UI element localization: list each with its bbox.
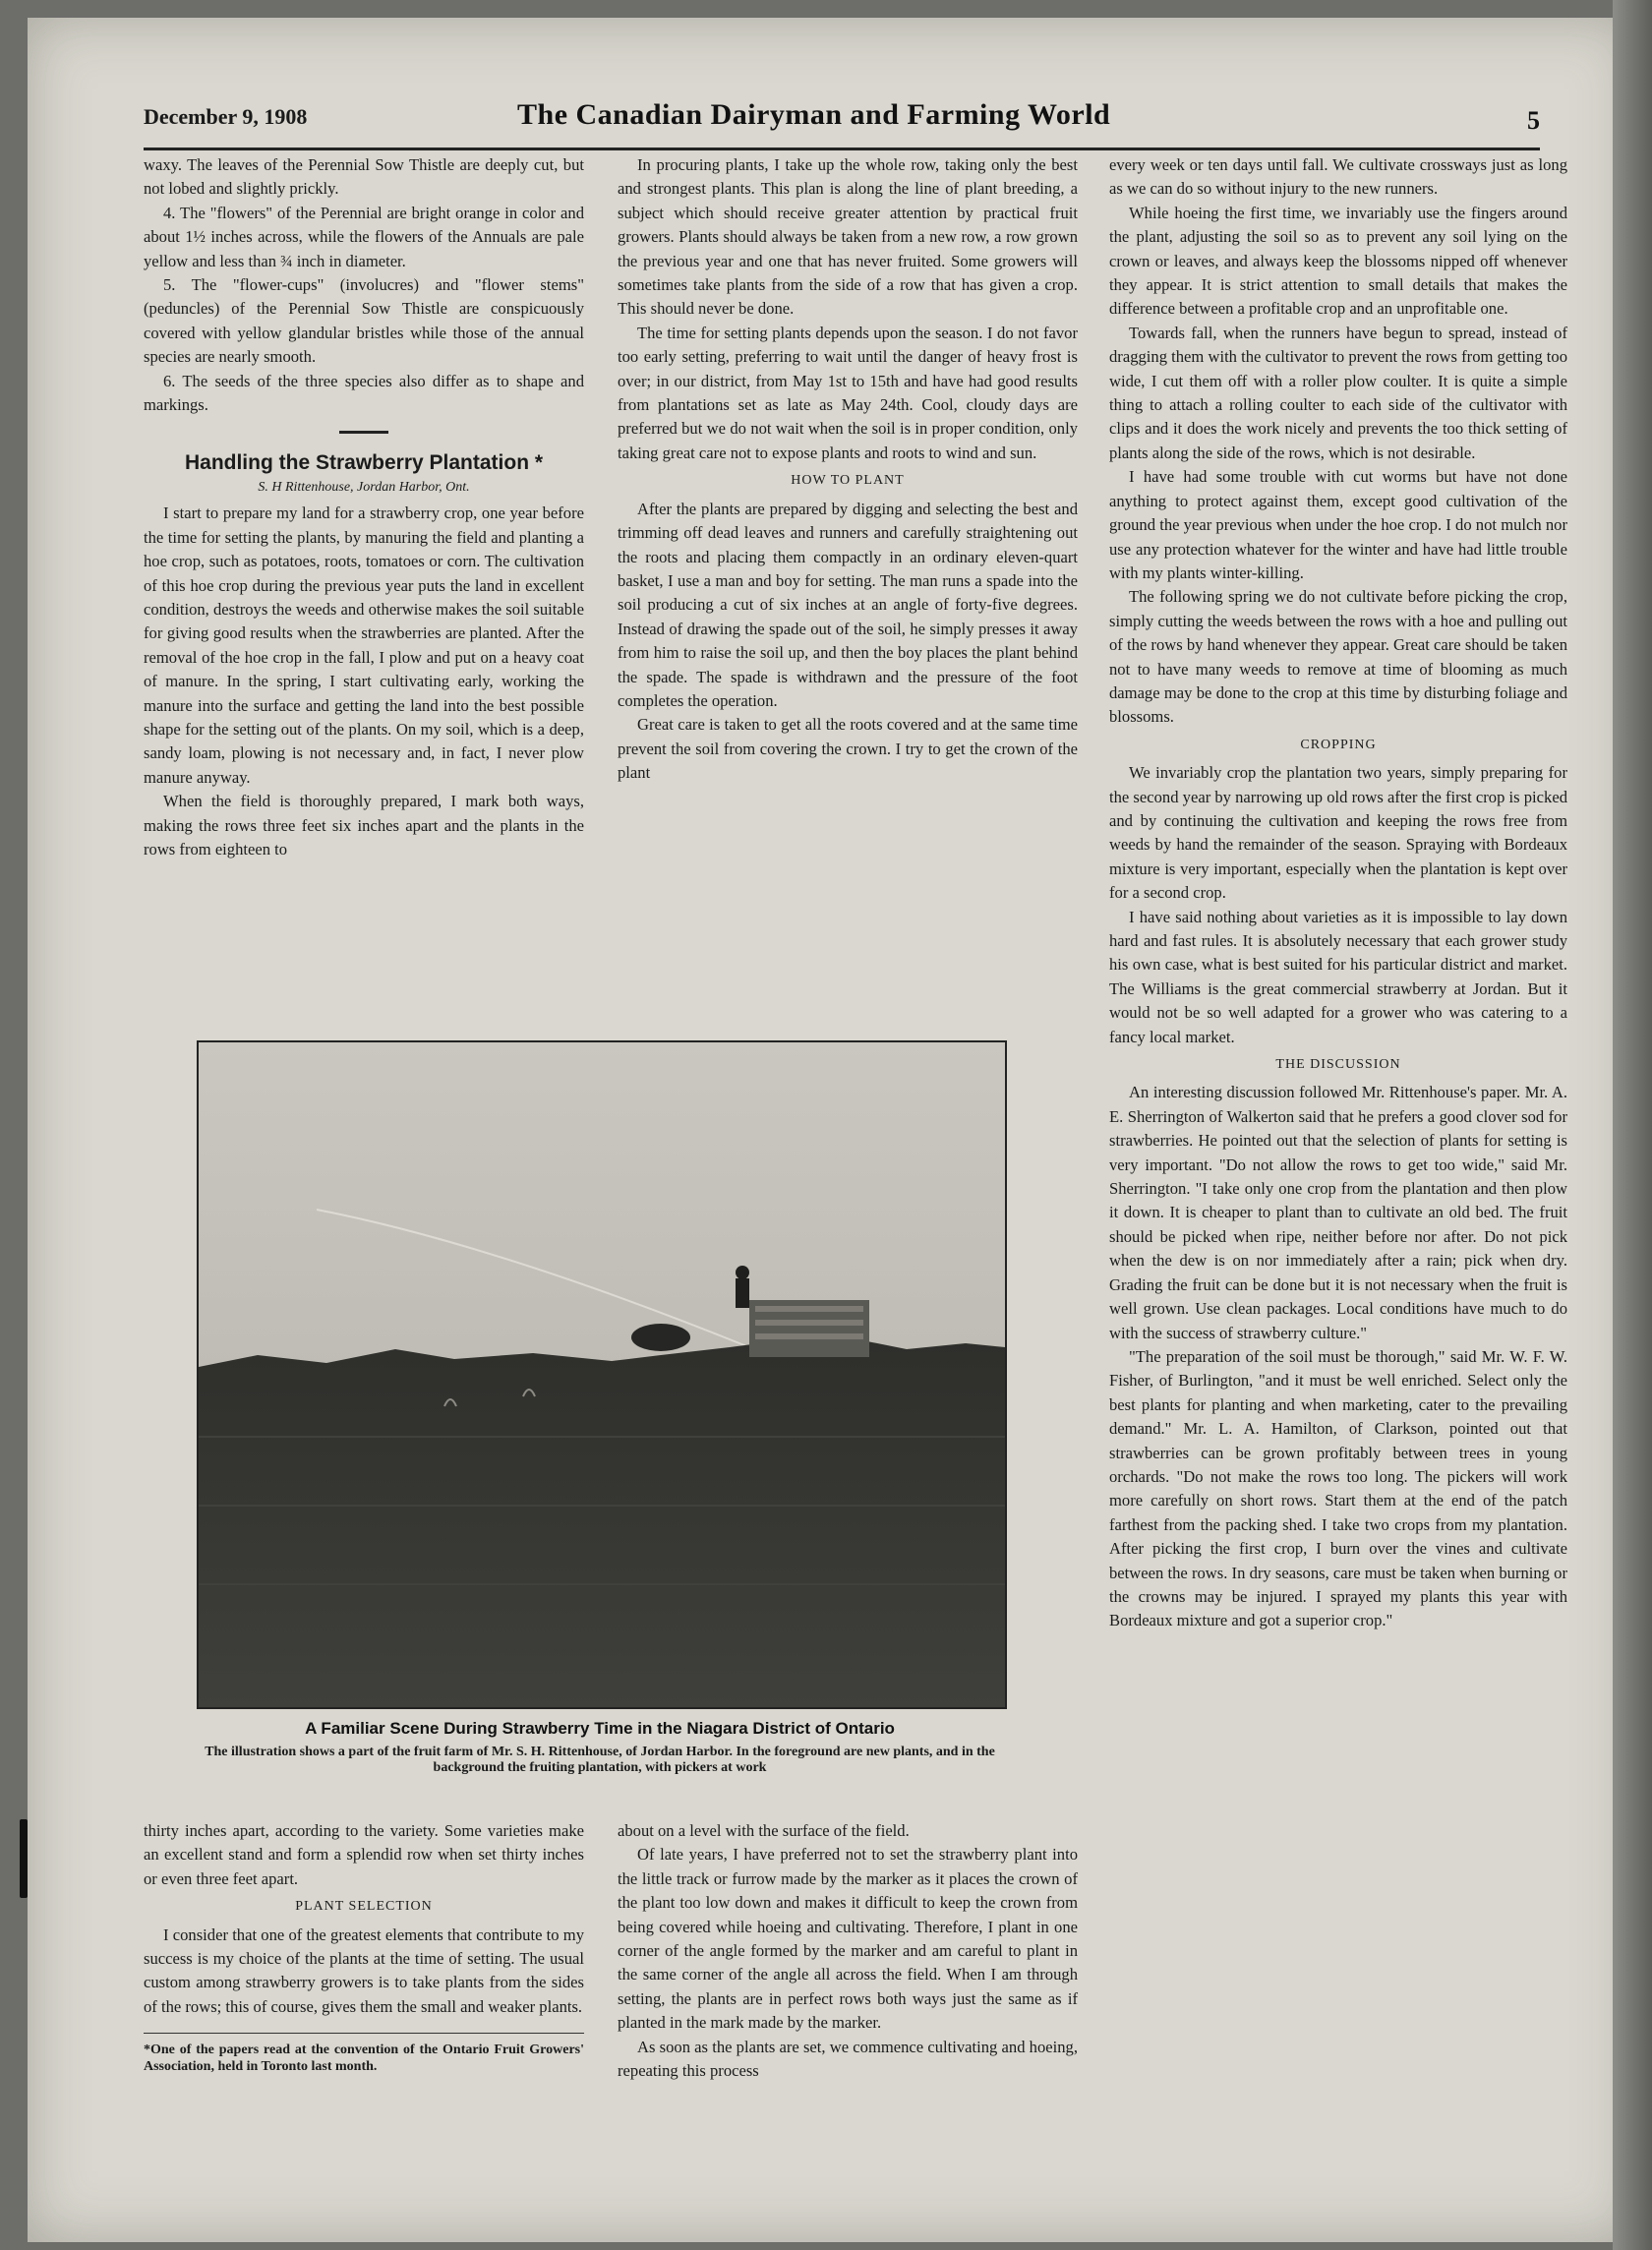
paragraph: While hoeing the first time, we invariably use the fingers around the plant, adjusting the soil so as to prevent any soil lying on the crown or leaves, and always keep the blossoms nipped off whenever they appear. It is strict attention to small details that makes the difference between a profitable crop and an unprofitable one. bbox=[1109, 203, 1567, 319]
paragraph: every week or ten days until fall. We cultivate crossways just as long as we can do so without injury to the new runners. bbox=[1109, 155, 1567, 199]
photo-caption-text: The illustration shows a part of the fruit farm of Mr. S. H. Rittenhouse, of Jordan Harbor. In the foreground are new plants, and in the background the fruiting plantation, with pickers at work bbox=[205, 1745, 995, 1775]
page-number: 5 bbox=[1527, 106, 1540, 135]
article-title: Handling the Strawberry Plantation * bbox=[184, 451, 544, 475]
paragraph: 6. The seeds of the three species also differ as to shape and markings. bbox=[144, 371, 584, 415]
article-byline: S. H Rittenhouse, Jordan Harbor, Ont. bbox=[258, 479, 470, 495]
paragraph: 5. The "flower-cups" (involucres) and "flower stems" (peduncles) of the Perennial Sow Thistle are conspicuously covered with yellow glandular bristles while those of the annual species are nearly smooth. bbox=[144, 275, 584, 367]
paragraph: I have said nothing about varieties as it is impossible to lay down hard and fast rules. It is absolutely necessary that each grower study his own case, what is best suited for his particular district and market. The Williams is the great commercial strawberry at Jordan. But it would not be so well adapted for a grower who was catering to a fancy local market. bbox=[1109, 907, 1567, 1046]
strawberry-field-photo bbox=[197, 1040, 1007, 1709]
column-1 bbox=[144, 153, 584, 861]
paragraph: waxy. The leaves of the Perennial Sow Thistle are deeply cut, but not lobed and slightly prickly. bbox=[144, 155, 584, 199]
photo-caption-title: A Familiar Scene During Strawberry Time in the Niagara District of Ontario bbox=[305, 1719, 895, 1738]
page-header bbox=[144, 98, 1540, 150]
paragraph: I have had some trouble with cut worms but have not done anything to protect against them, except good cultivation of the ground the year previous when under the hoe crop. I do not mulch nor use any protection whatever for the winter and have had little trouble with my plants winter-killing. bbox=[1109, 467, 1567, 582]
column-2 bbox=[618, 153, 1078, 786]
paragraph: In procuring plants, I take up the whole row, taking only the best and strongest plants. This plan is along the line of plant breeding, a subject which should receive greater attention by practical fruit growers. Plants should always be taken from a new row, a row grown the previous year and one that has never fruited. Some growers will sometimes take plants from the side of a row that has given a crop. This should never be done. bbox=[618, 155, 1078, 319]
paragraph: about on a level with the surface of the field. bbox=[618, 1821, 910, 1840]
binding-mark bbox=[20, 1819, 28, 1898]
paragraph: When the field is thoroughly prepared, I mark both ways, making the rows three feet six inches apart and the plants in the rows from eighteen to bbox=[144, 792, 584, 859]
paragraph: I start to prepare my land for a strawberry crop, one year before the time for setting the plants, by manuring the field and planting a hoe crop, such as potatoes, roots, tomatoes or corn. The cultivation of this hoe crop during the previous year puts the land in excellent condition, destroys the weeds and otherwise makes the soil suitable for giving good results when the strawberries are planted. After the removal of the hoe crop in the fall, I plow and put on a heavy coat of manure. In the spring, I start cultivating early, working the manure into the surface and getting the land into the best possible shape for the setting out of the plants. On my soil, which is a deep, sandy loam, plowing is not necessary and, in fact, I never plow manure anyway. bbox=[144, 503, 584, 787]
section-heading: HOW TO PLANT bbox=[791, 473, 905, 489]
photo-illustration bbox=[199, 1042, 1005, 1707]
paragraph: An interesting discussion followed Mr. Rittenhouse's paper. Mr. A. E. Sherrington of Walkerton said that he prefers a good clover sod for strawberries. He pointed out that the selection of plants for setting is very important. "Do not allow the rows to get too wide," said Mr. Sherrington. "I take only one crop from the plantation and then plow it down. It is cheaper to plant than to cultivate an old bed. The fruit should be picked when ripe, neither before nor after. Do not pick when the dew is on nor immediately after a rain; pick when dry. Grading the fruit can be done but it is not necessary when the fruit is well grown. Use clean packages. Local conditions have much to do with the success of strawberry culture." bbox=[1109, 1083, 1567, 1342]
paragraph: 4. The "flowers" of the Perennial are bright orange in color and about 1½ inches across, while the flowers of the Annuals are pale yellow and less than ¾ inch in diameter. bbox=[144, 203, 584, 270]
column-3 bbox=[1109, 153, 1567, 1633]
paragraph: The time for setting plants depends upon the season. I do not favor too early setting, preferring to wait until the danger of heavy frost is over; in our district, from May 1st to 15th and have had good results from plantations set as late as May 24th. Cool, cloudy days are preferred but we do not wait when the soil is in proper condition, only taking great care not to expose plants and roots to wind and sun. bbox=[618, 323, 1078, 462]
column-1-continued bbox=[144, 1819, 584, 2075]
paragraph: I consider that one of the greatest elements that contribute to my success is my choice of the plants at the time of setting. The usual custom among strawberry growers is to take plants from the sides of the rows; this of course, gives them the small and weaker plants. bbox=[144, 1924, 584, 2016]
paragraph: As soon as the plants are set, we commence cultivating and hoeing, repeating this process bbox=[618, 2037, 1078, 2081]
paragraph: "The preparation of the soil must be thorough," said Mr. W. F. W. Fisher, of Burlington, "and it must be well enriched. Select only the best plants for planting and when marketing, cater to the prevailing demand." Mr. L. A. Hamilton, of Clarkson, pointed out that strawberries can be grown profitably between trees in young orchards. "Do not make the rows too long. The pickers will work more carefully on short rows. Start them at the end of the patch farthest from the packing shed. I take two crops from my plantation. After picking the first crop, I burn over the vines and cultivate between the rows. In dry seasons, care must be taken when burning or the crowns may be injured. I sprayed my plants this year with Bordeaux mixture and got a superior crop." bbox=[1109, 1346, 1567, 1630]
paragraph: The following spring we do not cultivate before picking the crop, simply cutting the weeds between the rows with a hoe and pulling out of the rows by hand whenever they appear. Great care should be taken not to have many weeds to remove at time of blooming as much damage may be done to the crop at this time by disturbing foliage and blossoms. bbox=[1109, 587, 1567, 727]
paragraph: After the plants are prepared by digging and selecting the best and trimming off dead leaves and runners and carefully straightening out the roots and placing them compactly in an ordinary eleven-quart basket, I use a man and boy for setting. The man runs a spade into the soil producing a cut of six inches at an angle of forty-five degrees. Instead of drawing the spade out of the soil, he simply presses it away from him to raise the soil up, and then the boy places the plant behind the spade. The spade is withdrawn and the pressure of the foot completes the operation. bbox=[618, 499, 1078, 710]
section-heading: THE DISCUSSION bbox=[1275, 1057, 1401, 1073]
paragraph: We invariably crop the plantation two years, simply preparing for the second year by narrowing up old rows after the first crop is picked and by continuing the cultivation and keeping the rows free from weeds by hand the remainder of the season. Spraying with Bordeaux mixture is very important, especially when the plantation is kept over for a second crop. bbox=[1109, 763, 1567, 903]
page-edge bbox=[1613, 0, 1652, 2250]
section-divider bbox=[339, 431, 388, 434]
publication-title: The Canadian Dairyman and Farming World bbox=[517, 98, 1111, 131]
paragraph: thirty inches apart, according to the variety. Some varieties make an excellent stand and form a splendid row when set thirty inches or even three feet apart. bbox=[144, 1821, 584, 1888]
section-heading: PLANT SELECTION bbox=[295, 1899, 433, 1915]
paragraph: Of late years, I have preferred not to set the strawberry plant into the little track or furrow made by the marker as it places the crown of the plant too low down and makes it difficult to keep the crown from being covered while hoeing and cultivating. Therefore, I plant in one corner of the angle formed by the marker and am careful to plant in the same corner of the angle all across the field. When I am through setting, the plants are in perfect rows both ways just the same as if planted in the mark made by the marker. bbox=[618, 1845, 1078, 2033]
section-heading: CROPPING bbox=[1300, 737, 1377, 752]
column-2-continued bbox=[618, 1819, 1078, 2083]
paragraph: Great care is taken to get all the roots covered and at the same time prevent the soil from covering the crown. I try to get the crown of the plant bbox=[618, 715, 1078, 783]
issue-date: December 9, 1908 bbox=[144, 104, 308, 129]
paragraph: Towards fall, when the runners have begun to spread, instead of dragging them with the cultivator to prevent the rows from getting too wide, I cut them off with a roller plow coulter. It is quite a simple thing to attach a rolling coulter to each side of the cultivator with clips and it does the work nicely and prevents the too thick setting of plants along the side of the rows, which is not desirable. bbox=[1109, 323, 1567, 462]
footnote: *One of the papers read at the convention of the Ontario Fruit Growers' Association, held in Toronto last month. bbox=[144, 2033, 584, 2075]
